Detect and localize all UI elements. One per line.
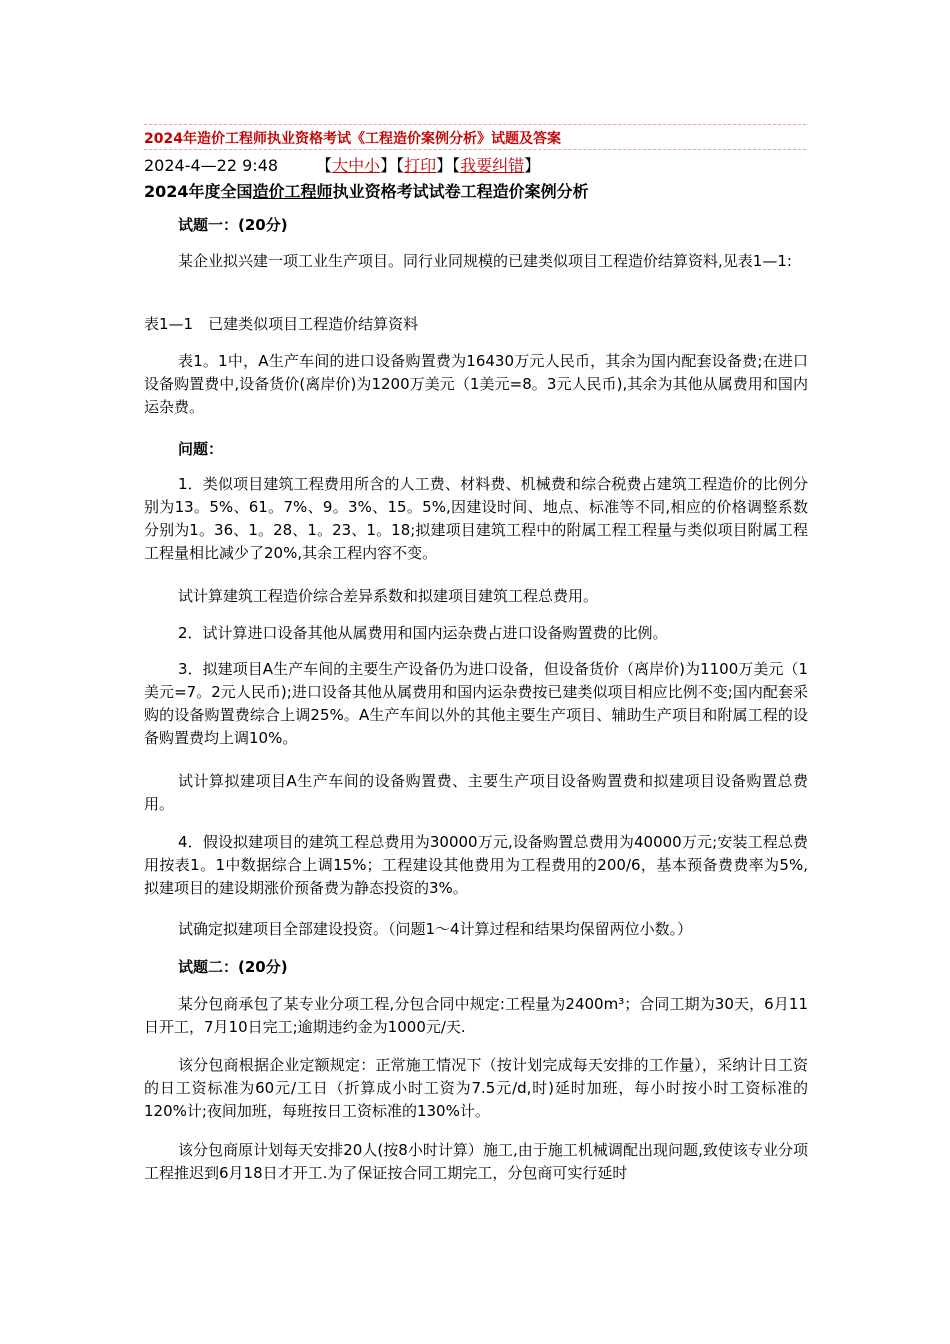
question-2-title: 试题二：(20分) [178, 958, 288, 976]
table-note: 表1。1中，A生产车间的进口设备购置费为16430万元人民币，其余为国内配套设备费;在进口设备购置费中,设备货价(离岸价)为1200万美元（1美元=8。3元人民币),其余为其他从属费用和国内运杂费。 [144, 352, 808, 416]
question-2-plan: 该分包商原计划每天安排20人(按8小时计算）施工,由于施工机械调配出现问题,致使该专业分项工程推迟到6月18日才开工.为了保证按合同工期完工，分包商可实行延时 [144, 1141, 808, 1182]
question-2-intro: 某分包商承包了某专业分项工程,分包合同中规定:工程量为2400m³；合同工期为30天，6月11日开工，7月10日完工;逾期违约金为1000元/天. [144, 995, 808, 1036]
question-1-part-2: 2．试计算进口设备其他从属费用和国内运杂费占进口设备购置费的比例。 [178, 624, 668, 642]
exam-heading: 2024年度全国造价工程师执业资格考试试卷工程造价案例分析 [144, 182, 589, 201]
font-size-link[interactable]: 大中小 [332, 156, 381, 175]
top-dashed-divider [144, 124, 806, 125]
question-1-part-1-task: 试计算建筑工程造价综合差异系数和拟建项目建筑工程总费用。 [178, 587, 599, 605]
article-meta: 2024-4—22 9:48 【大中小】【打印】【我要纠错】 [144, 156, 541, 175]
table-caption: 表1—1 已建类似项目工程造价结算资料 [144, 315, 419, 333]
question-1-part-1: 1．类似项目建筑工程费用所含的人工费、材料费、机械费和综合税费占建筑工程造价的比例分别为13。5%、61。7%、9。3%、15。5%,因建设时间、地点、标准等不同,相应的价格调整系数分别为1。36、1。28、1。23、1。18;拟建项目建筑工程中的附属工程工程量与类似项目附属工程工程量相比减少了20%,其余工程内容不变。 [144, 475, 808, 562]
print-link[interactable]: 打印 [404, 156, 437, 175]
article-title: 2024年造价工程师执业资格考试《工程造价案例分析》试题及答案 [144, 131, 561, 147]
question-1-part-3-task: 试计算拟建项目A生产车间的设备购置费、主要生产项目设备购置费和拟建项目设备购置总费用。 [144, 772, 808, 813]
question-1-part-4: 4．假设拟建项目的建筑工程总费用为30000万元,设备购置总费用为40000万元;安装工程总费用按表1。1中数据综合上调15%；工程建设其他费用为工程费用的200/6，基本预备费费率为5%,拟建项目的建设期涨价预备费为静态投资的3%。 [144, 833, 808, 897]
question-1-part-4-task: 试确定拟建项目全部建设投资。（问题1～4计算过程和结果均保留两位小数。） [178, 920, 693, 938]
question-1-part-3: 3．拟建项目A生产车间的主要生产设备仍为进口设备，但设备货价（离岸价)为1100万美元（1美元=7。2元人民币);进口设备其他从属费用和国内运杂费按已建类似项目相应比例不变;国内配套采购的设备购置费综合上调25%。A生产车间以外的其他主要生产项目、辅助生产项目和附属工程的设备购置费均上调10%。 [144, 660, 808, 747]
publish-date: 2024-4—22 9:48 [144, 156, 279, 175]
question-1-intro: 某企业拟兴建一项工业生产项目。同行业同规模的已建类似项目工程造价结算资料,见表1—1: [178, 252, 792, 270]
question-2-quota: 该分包商根据企业定额规定：正常施工情况下（按计划完成每天安排的工作量），采纳计日工资的日工资标准为60元/工日（折算成小时工资为7.5元/d,时)延时加班，每小时按小时工资标准的120%计;夜间加班，每班按日工资标准的130%计。 [144, 1056, 808, 1120]
cost-engineer-link[interactable]: 造价工程师 [252, 182, 333, 201]
question-1-title: 试题一：(20分) [178, 216, 288, 234]
questions-label: 问题： [178, 440, 224, 458]
report-error-link[interactable]: 我要纠错 [460, 156, 525, 175]
bottom-dashed-divider [144, 149, 806, 150]
